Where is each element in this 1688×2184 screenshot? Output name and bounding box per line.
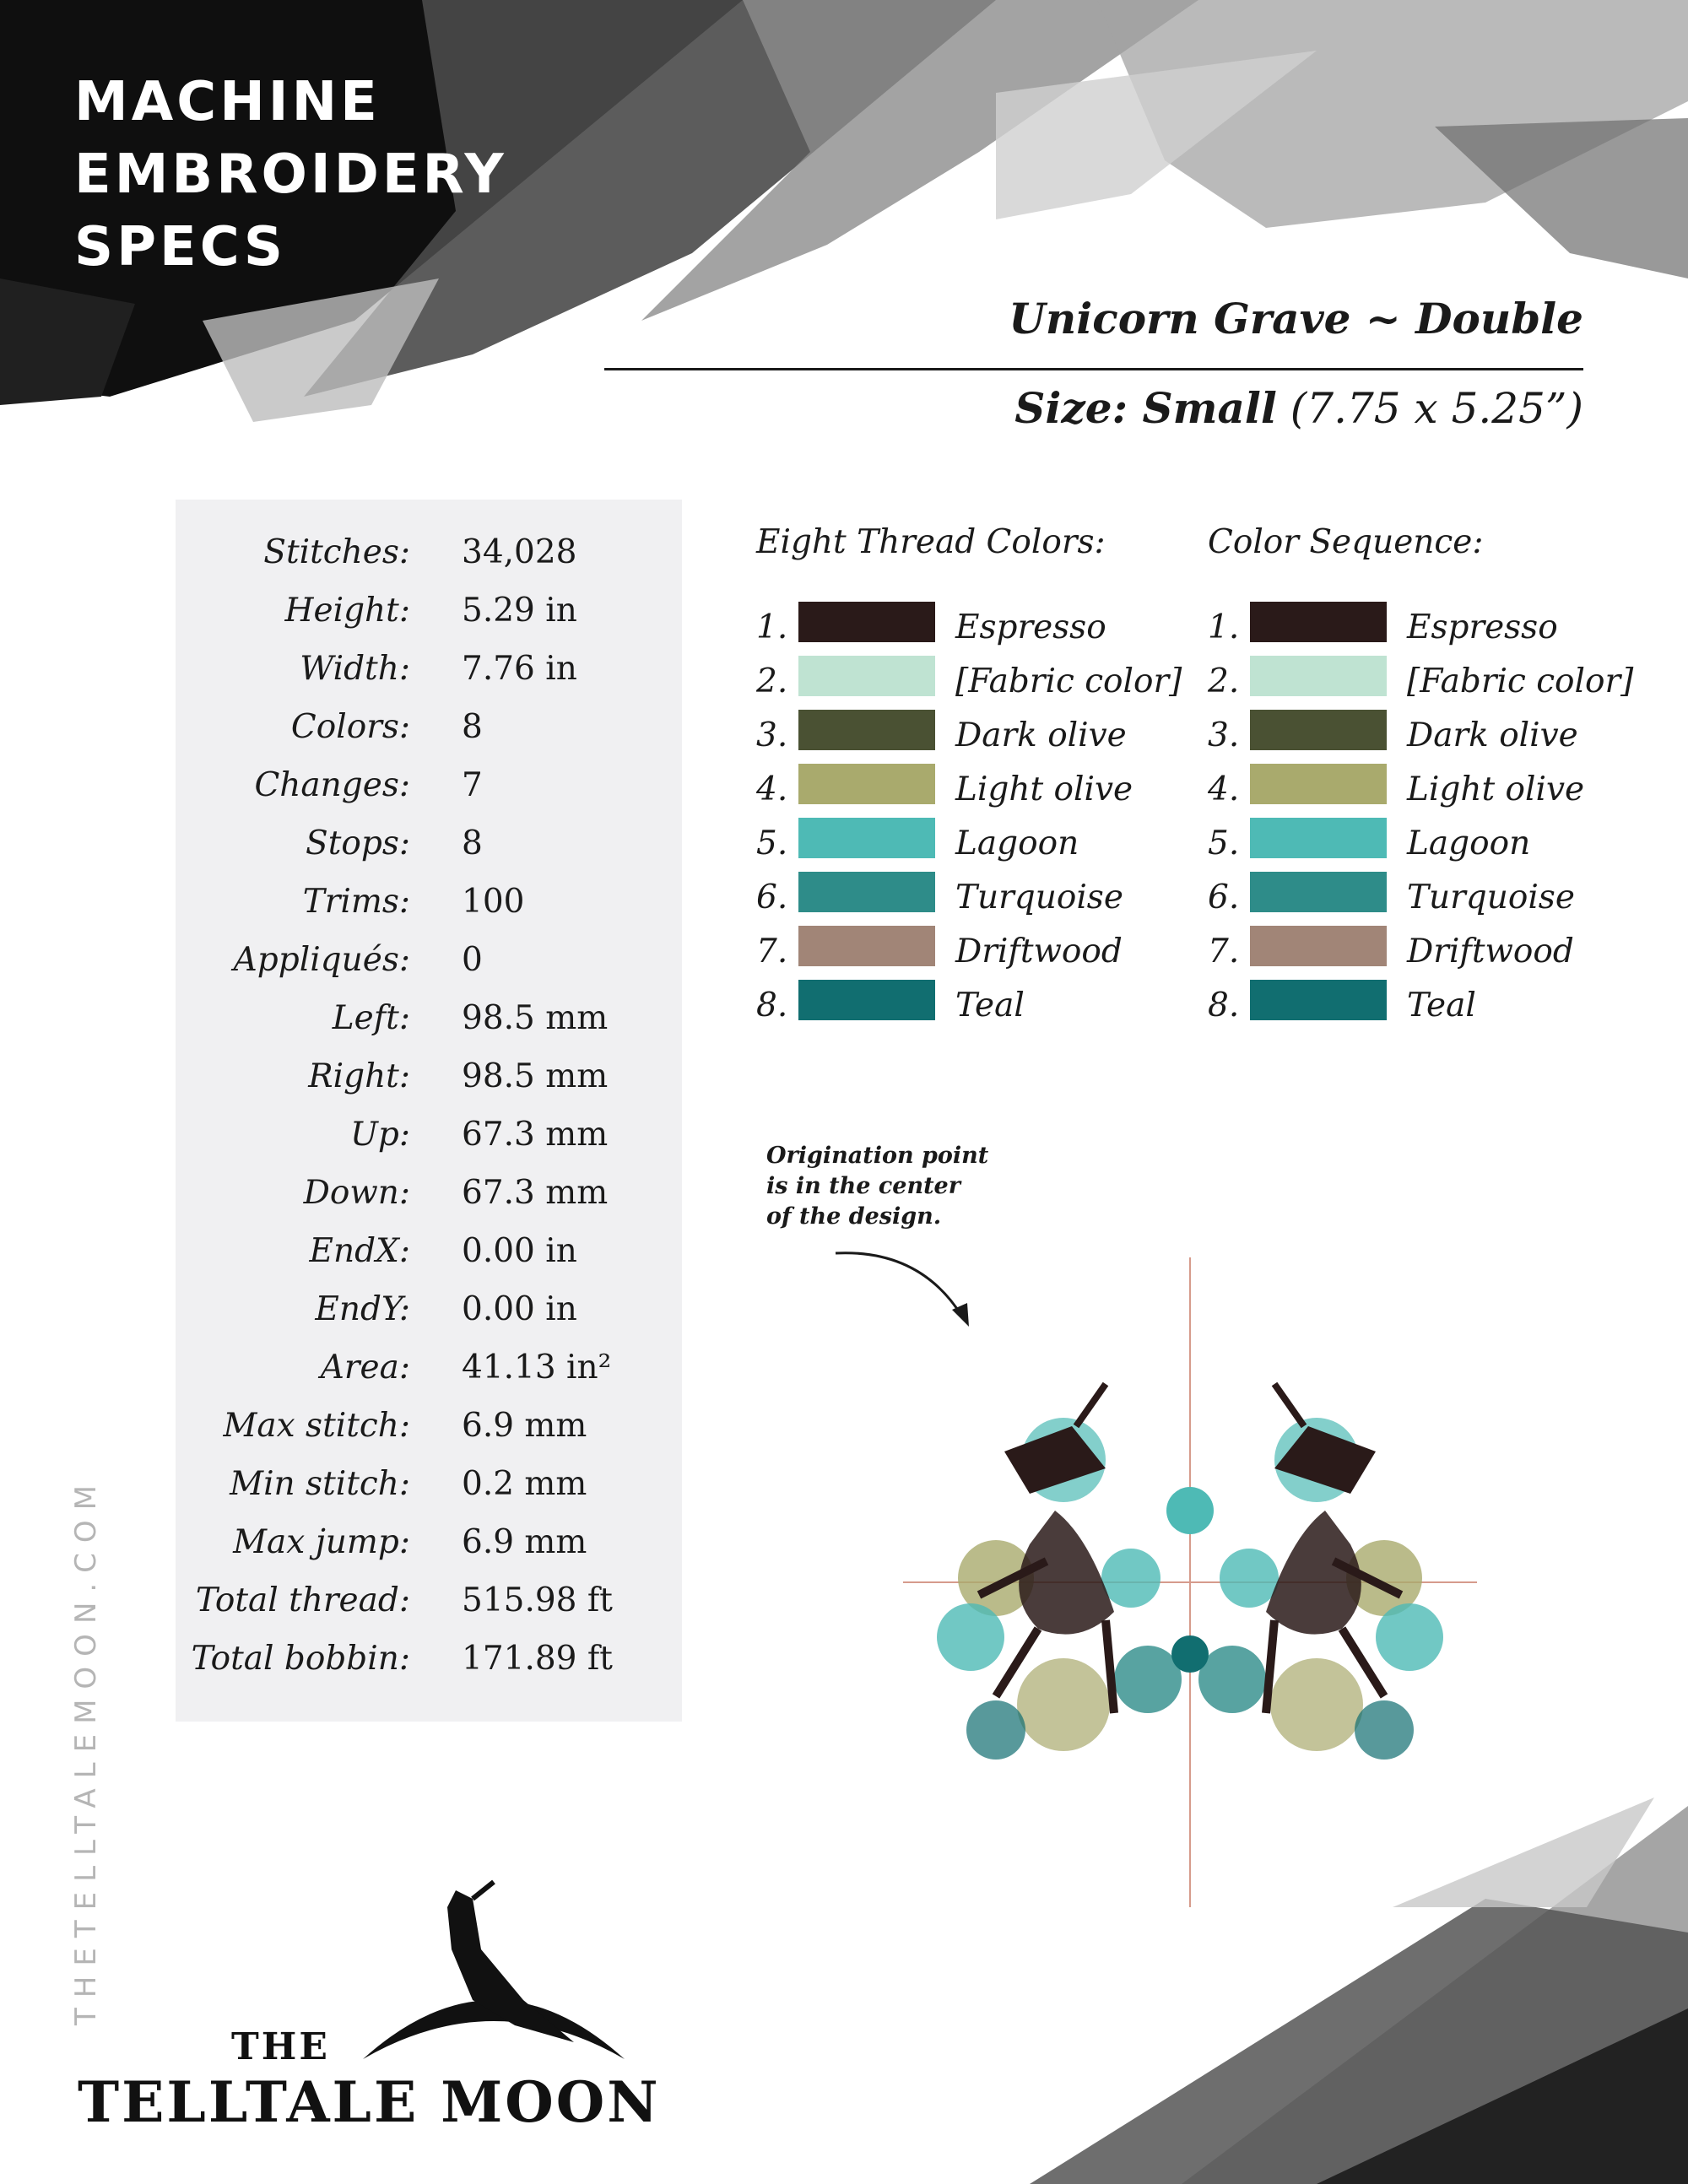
color-number: 1. xyxy=(1208,608,1240,646)
website-url: THETELLTALEMOON.COM xyxy=(69,1474,103,2025)
color-row xyxy=(756,926,1195,980)
color-row xyxy=(1208,764,1647,818)
color-swatch xyxy=(1250,656,1387,696)
color-swatch xyxy=(1250,872,1387,912)
color-row xyxy=(1208,656,1647,710)
color-row xyxy=(1208,980,1647,1034)
note-line-3: of the design. xyxy=(766,1203,942,1230)
title-line-3: SPECS xyxy=(74,216,286,278)
color-name: Driftwood xyxy=(955,933,1123,970)
color-number: 7. xyxy=(756,933,788,970)
design-size xyxy=(1014,383,1583,433)
brand-line-2: TELLTALE MOON xyxy=(78,2069,661,2135)
spec-label: Right: xyxy=(308,1057,410,1095)
spec-label: Down: xyxy=(303,1174,410,1212)
color-swatch xyxy=(798,980,935,1020)
color-swatch xyxy=(798,818,935,858)
spec-label: Left: xyxy=(332,999,410,1037)
spec-label: Width: xyxy=(300,650,410,688)
spec-label: Area: xyxy=(320,1349,410,1387)
color-sequence-heading: Color Sequence: xyxy=(1208,523,1484,561)
color-row xyxy=(1208,926,1647,980)
specs-panel xyxy=(176,500,682,1722)
spec-row xyxy=(176,592,682,650)
color-swatch xyxy=(798,602,935,642)
spec-label: Up: xyxy=(350,1116,410,1154)
spec-label: Max jump: xyxy=(233,1523,410,1561)
color-swatch xyxy=(1250,980,1387,1020)
color-row xyxy=(756,602,1195,656)
color-row xyxy=(1208,602,1647,656)
spec-label: EndX: xyxy=(309,1232,410,1270)
spec-row xyxy=(176,1057,682,1116)
spec-row xyxy=(176,1232,682,1290)
spec-row xyxy=(176,533,682,592)
spec-row xyxy=(176,1349,682,1407)
spec-label: Height: xyxy=(284,592,410,630)
color-swatch xyxy=(1250,710,1387,750)
color-swatch xyxy=(1250,926,1387,966)
spec-label: Min stitch: xyxy=(230,1465,410,1503)
spec-value: 7.76 in xyxy=(462,650,577,688)
left-unicorn-skeleton xyxy=(937,1384,1182,1760)
spec-row xyxy=(176,1290,682,1349)
color-name: Turquoise xyxy=(955,878,1123,916)
color-number: 8. xyxy=(1208,987,1240,1024)
spec-label: Total thread: xyxy=(195,1581,410,1619)
color-number: 5. xyxy=(1208,824,1240,862)
size-dimensions: (7.75 x 5.25”) xyxy=(1290,384,1583,433)
spec-value: 7 xyxy=(462,766,483,804)
color-name: Dark olive xyxy=(955,716,1127,754)
color-sequence-list xyxy=(1208,523,1634,1024)
color-name: Teal xyxy=(1407,987,1476,1024)
color-number: 4. xyxy=(756,770,788,808)
spec-value: 67.3 mm xyxy=(462,1174,609,1212)
color-name: Light olive xyxy=(1407,770,1585,808)
color-name: [Fabric color] xyxy=(955,662,1182,700)
spec-row xyxy=(176,1116,682,1174)
color-swatch xyxy=(798,872,935,912)
origination-note xyxy=(766,1141,988,1232)
color-row xyxy=(756,656,1195,710)
spec-row xyxy=(176,708,682,766)
spec-row xyxy=(176,999,682,1057)
color-swatch xyxy=(1250,602,1387,642)
color-number: 3. xyxy=(756,716,788,754)
color-name: [Fabric color] xyxy=(1407,662,1634,700)
spec-label: Stitches: xyxy=(263,533,410,571)
spec-value: 67.3 mm xyxy=(462,1116,609,1154)
spec-row xyxy=(176,941,682,999)
spec-value: 0.2 mm xyxy=(462,1465,587,1503)
color-number: 6. xyxy=(756,878,788,916)
design-name: Unicorn Grave ~ Double xyxy=(1009,294,1583,343)
spec-value: 100 xyxy=(462,883,525,921)
color-name: Teal xyxy=(955,987,1025,1024)
color-name: Driftwood xyxy=(1407,933,1574,970)
color-row xyxy=(756,872,1195,926)
page-title xyxy=(74,66,507,284)
spec-label: Changes: xyxy=(254,766,410,804)
spec-row xyxy=(176,650,682,708)
spec-label: Stops: xyxy=(306,824,410,862)
note-line-1: Origination point xyxy=(766,1143,989,1169)
color-number: 4. xyxy=(1208,770,1240,808)
spec-row xyxy=(176,1465,682,1523)
spec-row xyxy=(176,883,682,941)
color-number: 3. xyxy=(1208,716,1240,754)
color-row xyxy=(756,980,1195,1034)
color-swatch xyxy=(798,710,935,750)
spec-value: 6.9 mm xyxy=(462,1523,587,1561)
color-name: Lagoon xyxy=(1407,824,1531,862)
thread-colors-list xyxy=(756,523,1182,1024)
spec-value: 98.5 mm xyxy=(462,1057,609,1095)
color-row xyxy=(1208,872,1647,926)
spec-value: 41.13 in² xyxy=(462,1349,612,1387)
color-swatch xyxy=(1250,818,1387,858)
color-number: 8. xyxy=(756,987,788,1024)
spec-value: 5.29 in xyxy=(462,592,577,630)
title-line-1: MACHINE xyxy=(74,71,381,133)
spec-value: 8 xyxy=(462,824,483,862)
spec-value: 0.00 in xyxy=(462,1232,577,1270)
color-row xyxy=(756,818,1195,872)
color-name: Espresso xyxy=(1407,608,1558,646)
color-swatch xyxy=(798,926,935,966)
spec-row xyxy=(176,1640,682,1698)
spec-value: 34,028 xyxy=(462,533,577,571)
spec-label: Appliqués: xyxy=(233,941,410,979)
spec-row xyxy=(176,1174,682,1232)
raven-moon-logo-icon xyxy=(354,1873,633,2068)
color-name: Espresso xyxy=(955,608,1106,646)
spec-value: 0 xyxy=(462,941,483,979)
color-swatch xyxy=(1250,764,1387,804)
spec-row xyxy=(176,824,682,883)
color-number: 5. xyxy=(756,824,788,862)
spec-value: 98.5 mm xyxy=(462,999,609,1037)
title-line-2: EMBROIDERY xyxy=(74,143,507,206)
thread-colors-heading: Eight Thread Colors: xyxy=(756,523,1106,561)
color-row xyxy=(1208,710,1647,764)
color-name: Light olive xyxy=(955,770,1133,808)
note-line-2: is in the center xyxy=(766,1173,960,1199)
size-label: Size: Small xyxy=(1014,383,1277,433)
spec-row xyxy=(176,766,682,824)
color-row xyxy=(756,764,1195,818)
spec-value: 6.9 mm xyxy=(462,1407,587,1445)
spec-value: 0.00 in xyxy=(462,1290,577,1328)
spec-label: Trims: xyxy=(302,883,410,921)
spec-label: Total bobbin: xyxy=(191,1640,410,1678)
color-row xyxy=(1208,818,1647,872)
spec-row xyxy=(176,1523,682,1581)
color-swatch xyxy=(798,656,935,696)
spec-row xyxy=(176,1581,682,1640)
color-name: Lagoon xyxy=(955,824,1079,862)
color-number: 2. xyxy=(756,662,788,700)
spec-label: Colors: xyxy=(290,708,410,746)
spec-value: 171.89 ft xyxy=(462,1640,613,1678)
color-number: 6. xyxy=(1208,878,1240,916)
embroidery-design-preview xyxy=(895,1257,1485,1916)
color-number: 1. xyxy=(756,608,788,646)
spec-label: EndY: xyxy=(315,1290,410,1328)
spec-label: Max stitch: xyxy=(223,1407,410,1445)
color-name: Dark olive xyxy=(1407,716,1578,754)
color-swatch xyxy=(798,764,935,804)
color-name: Turquoise xyxy=(1407,878,1575,916)
header-divider xyxy=(604,368,1583,370)
spec-row xyxy=(176,1407,682,1465)
spec-value: 8 xyxy=(462,708,483,746)
color-row xyxy=(756,710,1195,764)
right-unicorn-skeleton xyxy=(1198,1384,1443,1760)
color-number: 2. xyxy=(1208,662,1240,700)
brand-line-1: THE xyxy=(231,2025,330,2068)
color-number: 7. xyxy=(1208,933,1240,970)
spec-value: 515.98 ft xyxy=(462,1581,613,1619)
